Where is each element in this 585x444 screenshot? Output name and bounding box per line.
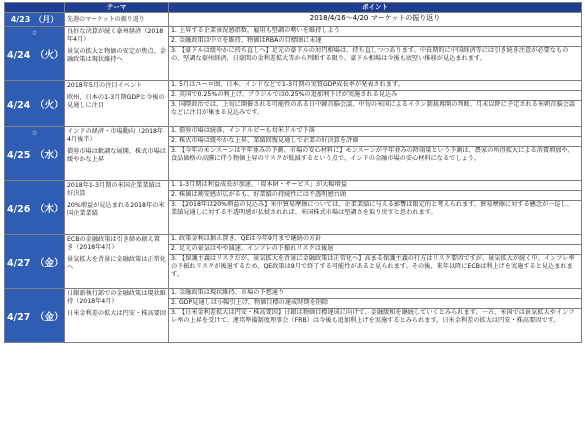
header-point: ポイント bbox=[169, 3, 582, 13]
header-theme: テーマ bbox=[65, 3, 169, 13]
point-number: 1. bbox=[171, 81, 177, 88]
point-text: 株式市場は緩やかな上昇、業績回復見通しで企業の好決算を評価 bbox=[179, 137, 359, 144]
point-item bbox=[169, 245, 582, 255]
row-theme[interactable] bbox=[65, 181, 169, 235]
theme-subtitle: 欧州、日本の1-3月期GDPと今後の見通しに注目 bbox=[67, 94, 165, 109]
point-text: 【今年のモンスーンは平年並みの予測、市場の安心材料に】モンスーンが平年並みの降雨量という予測は、農家の所得拡大による消費増加や、食品価格の高騰に伴う物価上昇のリスクが低減するという点で、インドの金融市場の安心材料になるでしょう。 bbox=[171, 147, 574, 162]
point-text: 5月はユーロ圏、日本、インドなどで1-3月期の実質GDP成長率が発表されます。 bbox=[179, 81, 404, 88]
point-number: 1. bbox=[171, 27, 177, 34]
date-label: 4/27 （金） bbox=[7, 311, 64, 323]
row-date bbox=[5, 81, 65, 127]
table-row bbox=[5, 235, 582, 245]
table-header bbox=[5, 3, 582, 13]
point-item bbox=[169, 91, 582, 101]
row-date bbox=[5, 289, 65, 343]
date-label: 4/25 （水） bbox=[7, 149, 64, 161]
table-row bbox=[5, 13, 582, 27]
row-theme[interactable] bbox=[65, 235, 169, 289]
point-text: 【保護主義はリスクだが、景気拡大を背景に金融政策は正常化へ】高まる保護主義の行方はリスク要因ですが、景気拡大が続く中、インフレ率の下振れリスクが後退するため、QE政策は9月で終了する可能性があると見られます。その後、来年以降にECBは利上げを実施すると見込まれます。 bbox=[171, 255, 575, 278]
point-item bbox=[169, 127, 582, 137]
table-row bbox=[5, 81, 582, 91]
point-text: 金融政策は中立を維持、物価はRBAの目標圏に未達 bbox=[179, 37, 322, 44]
row-theme[interactable] bbox=[65, 81, 169, 127]
point-number: 3. bbox=[171, 147, 177, 154]
point-text: 【2018年は20%増益の見込み】米中貿易摩擦については、企業業績に与える影響は限定的と考えられます。貿易摩擦に対する懸念が一巡し、業績見通しに対する不透明感が払拭されれば、米国株式市場は堅調さを取り戻すと思われます。 bbox=[171, 201, 573, 216]
point-number: 3. bbox=[171, 309, 177, 316]
point-text: 株価は割安感が広がるも、好業績の持続性には不透明感台頭 bbox=[179, 191, 347, 198]
row-date bbox=[5, 235, 65, 289]
row-date bbox=[5, 181, 65, 235]
table-row bbox=[5, 181, 582, 191]
point-number: 3. bbox=[171, 201, 177, 208]
point-item bbox=[169, 147, 582, 181]
point-text: 金融政策は現状維持、市場の予想通り bbox=[179, 289, 285, 296]
point-text: 【豪ドルは緩やかに持ち直しへ】足元の豪ドルの対円相場は、持ち直しつつあります。中長期的に中国経済等には引き続き注意が必要なものの、堅調な豪州経済、日豪間の金利差拡大等から判断する限り、豪ドル相場は今後も底堅い推移が見込まれます。 bbox=[171, 47, 569, 62]
point-item bbox=[169, 27, 582, 37]
point-item bbox=[169, 137, 582, 147]
theme-subtitle: 景気の拡大と物価の安定が焦点、金融政策は現状維持へ bbox=[67, 48, 166, 63]
point-item bbox=[169, 191, 582, 201]
market-report-table bbox=[4, 2, 582, 343]
theme-title[interactable]: 良好な決算が続く豪州経済（2018年4月） bbox=[67, 28, 164, 43]
row-theme[interactable] bbox=[65, 289, 169, 343]
theme-subtitle: 日米金利差の拡大は円安・株高要因 bbox=[67, 310, 166, 317]
point-text: 債券市場は続落、インドルピーも対米ドルで下落 bbox=[179, 127, 315, 134]
point-number: 2. bbox=[171, 245, 177, 252]
point-text: 【日米金利差拡大は円安・株高要因】日銀は物価目標達成に向けて、金融緩和を継続していくとみられます。一方、米国では景気拡大やインフレ率の上昇を受けて、連邦準備制度理事会（FRB）は今後も追加利上げを実施するとみられます。日米金利差の拡大は円安・株高要因です。 bbox=[171, 309, 575, 324]
point-number: 3. bbox=[171, 47, 177, 54]
point-item bbox=[169, 289, 582, 299]
date-label: 4/24 （火） bbox=[7, 49, 64, 61]
star-icon: ☆ bbox=[31, 129, 38, 137]
point-item bbox=[169, 309, 582, 343]
point-number: 1. bbox=[171, 127, 177, 134]
point-item bbox=[169, 201, 582, 235]
table-row bbox=[5, 289, 582, 299]
point-number: 3. bbox=[171, 255, 177, 262]
header-blank bbox=[5, 3, 65, 13]
theme-title[interactable]: インドの経済・市場動向（2018年4月後半） bbox=[67, 128, 164, 143]
point-text: GDP見通しは小幅引上げ、物価目標の達成時期を削除 bbox=[179, 299, 329, 306]
point-item bbox=[169, 181, 582, 191]
row-date bbox=[5, 127, 65, 181]
theme-title[interactable]: 2018年5月の注目イベント bbox=[67, 82, 143, 89]
point-item bbox=[169, 47, 582, 81]
point-item bbox=[169, 235, 582, 245]
table-row bbox=[5, 27, 582, 37]
row-date: 4/23 （月） bbox=[5, 13, 65, 27]
point-item bbox=[169, 299, 582, 309]
date-label: 4/24 （火） bbox=[7, 99, 64, 111]
point-text: 英国で0.25%の利上げ、ブラジルでは0.25%の追加利下げが実施される見込み bbox=[179, 91, 398, 98]
point-text: 国際政治では、上旬に開催される可能性のある日中韓首脳会談、中旬の米国によるイラン制裁再開の判断、月末以降に予定される米朝首脳会談などに注目が集まる見込みです。 bbox=[171, 101, 575, 116]
row-theme[interactable] bbox=[65, 27, 169, 81]
point-number: 2. bbox=[171, 137, 177, 144]
point-item bbox=[169, 101, 582, 127]
point-number: 3. bbox=[171, 101, 177, 108]
theme-title[interactable]: 2018年1-3月期の米国企業業績は好決算 bbox=[67, 182, 161, 197]
point-number: 2. bbox=[171, 37, 177, 44]
theme-subtitle: 20%増益が見込まれる2018年の米国企業業績 bbox=[67, 202, 165, 217]
theme-subtitle: 債券市場は軟調な展開、株式市場は緩やかな上昇 bbox=[67, 148, 166, 163]
point-item bbox=[169, 37, 582, 47]
point-number: 1. bbox=[171, 235, 177, 242]
theme-title[interactable]: ECBの金融政策は引き締め据え置き（2018年4月） bbox=[67, 236, 160, 251]
theme-title[interactable]: 日銀新執行部での金融政策は現状維持（2018年4月） bbox=[67, 290, 166, 305]
row-date bbox=[5, 27, 65, 81]
point-number: 1. bbox=[171, 181, 177, 188]
point-number: 2. bbox=[171, 191, 177, 198]
point-number: 2. bbox=[171, 91, 177, 98]
row-theme[interactable] bbox=[65, 127, 169, 181]
point-text: 政策金利は据え置き、QEは今年9月まで継続の方針 bbox=[179, 235, 322, 242]
point-item bbox=[169, 255, 582, 289]
point-number: 1. bbox=[171, 289, 177, 296]
theme-subtitle: 景気拡大を背景に金融政策は正常化へ bbox=[67, 256, 166, 271]
point-item bbox=[169, 81, 582, 91]
point-text: 1-3月期は利益成長が加速、「資本財・サービス」が大幅増益 bbox=[179, 181, 347, 188]
date-label: 4/26 （木） bbox=[7, 203, 64, 215]
row-theme[interactable]: 先週のマーケットの振り返り bbox=[65, 13, 169, 27]
date-label: 4/27 （金） bbox=[7, 257, 64, 269]
point-text: 上昇する企業景況感指数、雇用も堅調の勢いを維持しよう bbox=[179, 27, 340, 34]
point-text: 足元の景気はやや減速、インフレの下振れリスクは後退 bbox=[179, 245, 334, 252]
point-number: 2. bbox=[171, 299, 177, 306]
table-row bbox=[5, 127, 582, 137]
star-icon: ☆ bbox=[31, 29, 38, 37]
row-point: 2018/4/16～4/20 マーケットの振り返り bbox=[169, 13, 582, 27]
